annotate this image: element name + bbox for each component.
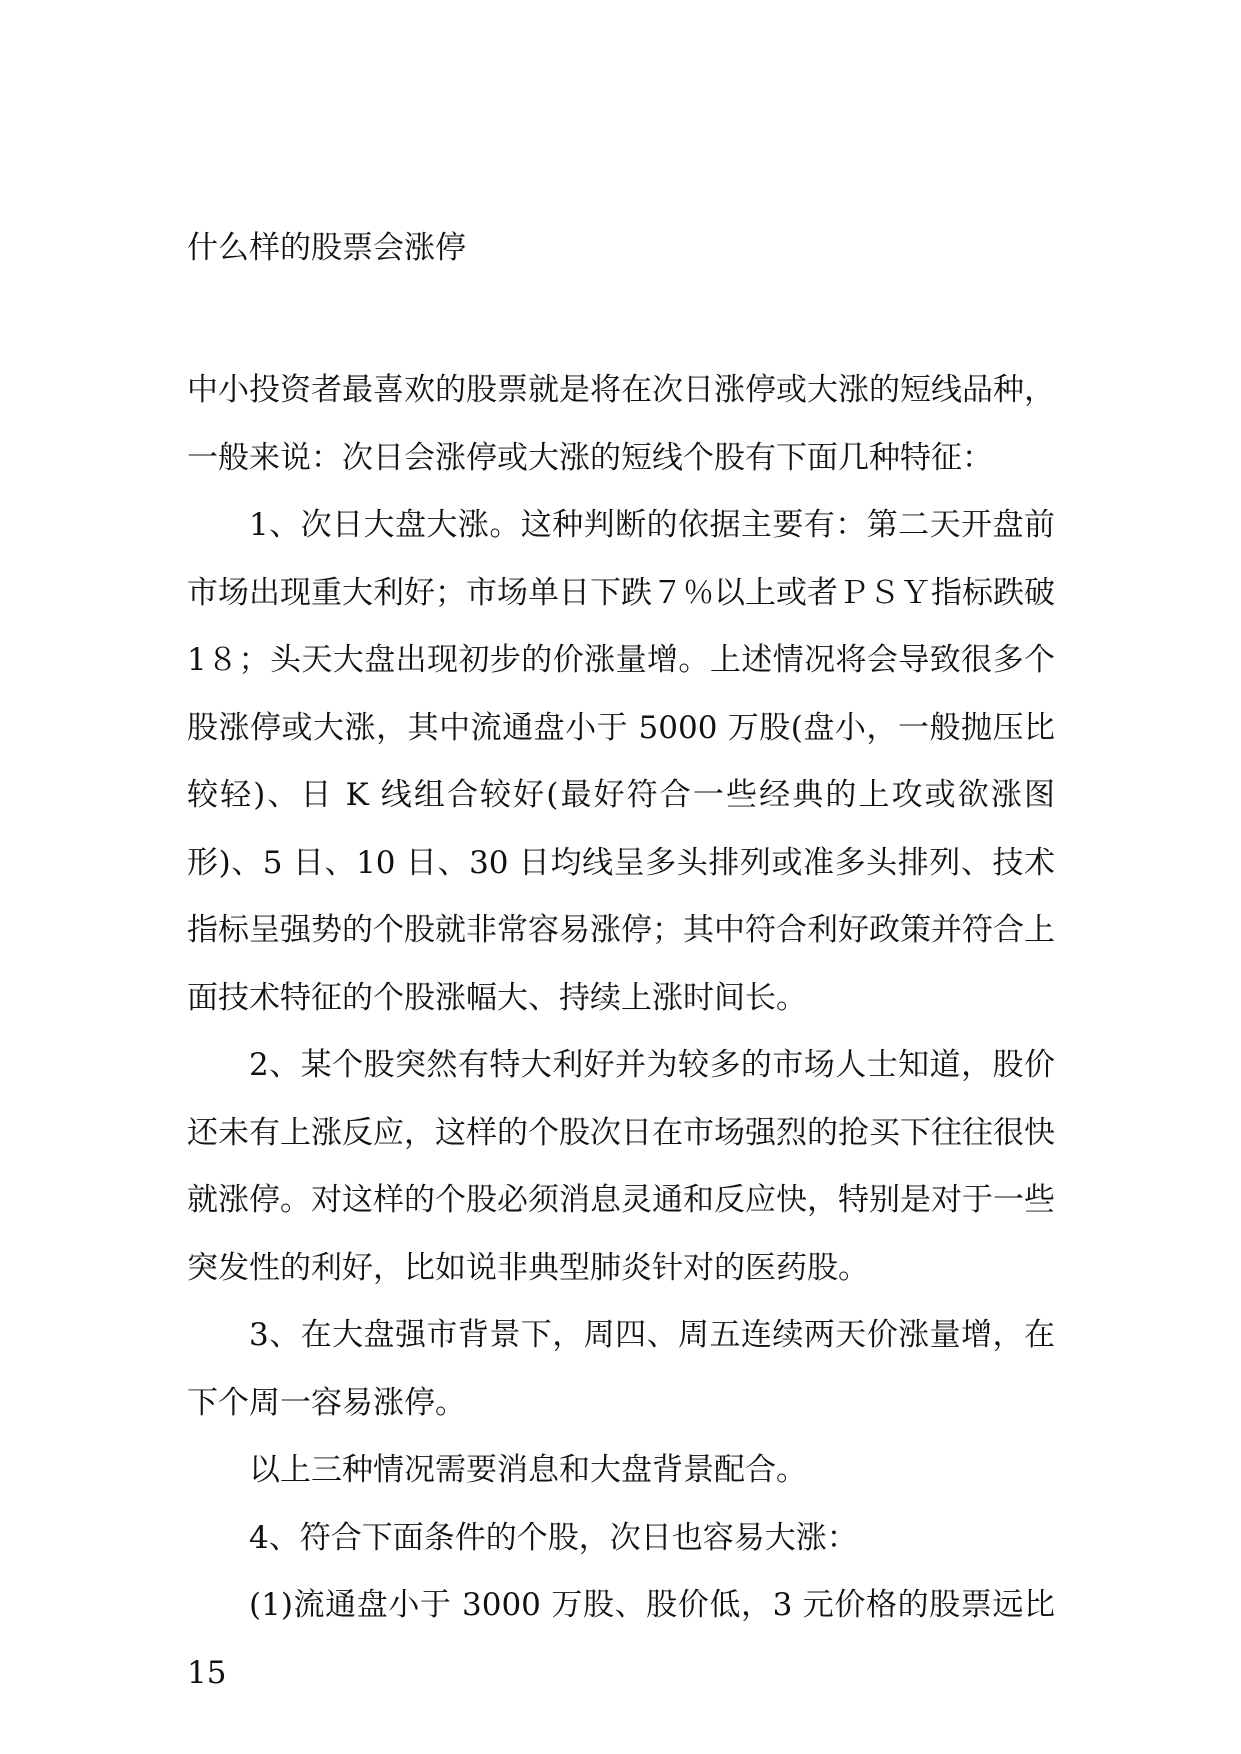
paragraph-condition-1: (1)流通盘小于 3000 万股、股价低，3 元价格的股票远比 15 <box>187 1587 1055 1691</box>
paragraph-point-3: 3、在大盘强市背景下，周四、周五连续两天价涨量增，在下个周一容易涨停。 <box>187 1317 1055 1421</box>
paragraph-intro: 中小投资者最喜欢的股票就是将在次日涨停或大涨的短线品种，一般来说：次日会涨停或大涨的短线个股有下面几种特征： <box>187 372 1055 476</box>
paragraph-point-4: 4、符合下面条件的个股，次日也容易大涨： <box>249 1519 858 1556</box>
document-title: 什么样的股票会涨停 <box>187 230 466 266</box>
paragraph-summary: 以上三种情况需要消息和大盘背景配合。 <box>249 1452 807 1488</box>
paragraph-point-2: 2、某个股突然有特大利好并为较多的市场人士知道，股价还未有上涨反应，这样的个股次日在市场强烈的抢买下往往很快就涨停。对这样的个股必须消息灵通和反应快，特别是对于一些突发性的利好，比如说非典型肺炎针对的医药股。 <box>187 1047 1055 1286</box>
paragraph-point-1: 1、次日大盘大涨。这种判断的依据主要有：第二天开盘前市场出现重大利好；市场单日下跌７％以上或者ＰＳＹ指标跌破1８；头天大盘出现初步的价涨量增。上述情况将会导致很多个股涨停或大涨，其中流通盘小于 5000 万股(盘小，一般抛压比较轻)、日 K 线组合较好(最好符合一些经典的上攻或欲涨图形)、5 日、10 日、30 日均线呈多头排列或准多头排列、技术指标呈强势的个股就非常容易涨停；其中符合利好政策并符合上面技术特征的个股涨幅大、持续上涨时间长。 <box>187 507 1055 1016</box>
document-body <box>187 357 1055 1707</box>
